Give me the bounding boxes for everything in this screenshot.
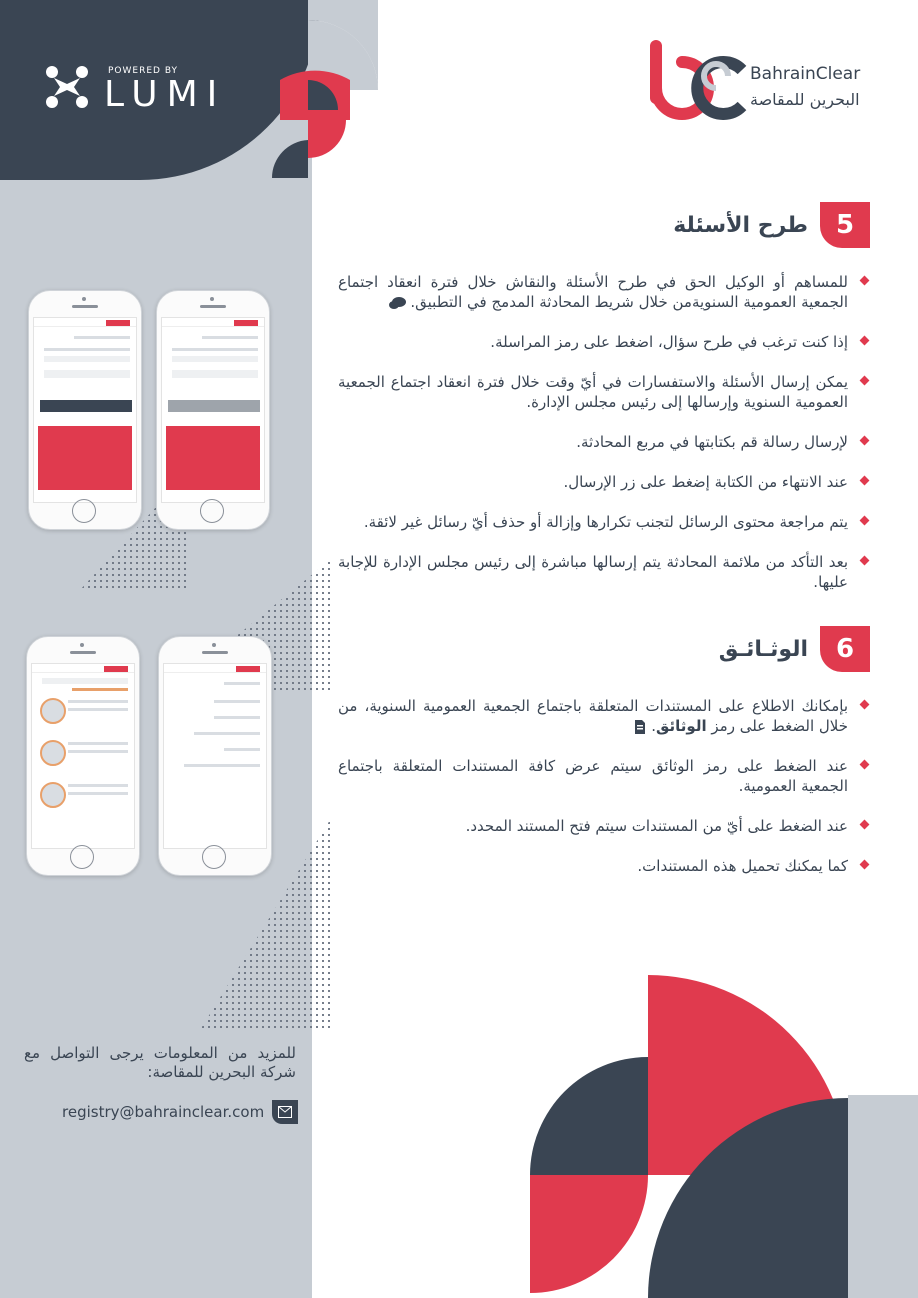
phone-mockup-questions-1	[28, 290, 142, 530]
section-5-bullets	[338, 272, 870, 592]
section-5-title: طرح الأسئلة	[673, 212, 808, 238]
section-6-title: الوثـائـق	[718, 636, 808, 662]
bahrainclear-logo	[646, 40, 896, 120]
lumi-wordmark: LUMI	[104, 74, 227, 115]
bullet-item: عند الضغط على رمز الوثائق سيتم عرض كافة المستندات المتعلقة باجتماع الجمعية العمومية.	[338, 756, 870, 796]
email-link[interactable]: registry@bahrainclear.com	[62, 1103, 265, 1121]
mail-icon	[272, 1100, 298, 1124]
phone-screen	[163, 663, 267, 849]
logo-english-text: BahrainClear	[750, 64, 861, 84]
section-6-heading	[719, 626, 870, 672]
powered-by-label: POWERED BY	[108, 66, 179, 76]
contact-text: للمزيد من المعلومات يرجى التواصل مع شركة البحرين للمقاصة:	[24, 1044, 296, 1081]
bullet-item	[338, 272, 870, 312]
bullet-item: إذا كنت ترغب في طرح سؤال، اضغط على رمز المراسلة.	[338, 332, 870, 352]
phone-screen	[31, 663, 135, 849]
section-6-number: 6	[820, 626, 870, 672]
bullet-bold-text: الوثائق	[656, 717, 707, 735]
bc-logo-mark	[646, 40, 750, 120]
bullet-item: كما يمكنك تحميل هذه المستندات.	[338, 856, 870, 876]
lumi-logo	[44, 62, 244, 122]
chat-icon	[388, 296, 406, 310]
phone-mockup-questions-2	[156, 290, 270, 530]
document-icon	[634, 720, 646, 734]
bullet-item: يمكن إرسال الأسئلة والاستفسارات في أيّ وقت خلال فترة انعقاد اجتماع الجمعية العمومية السنوية وإرسالها إلى رئيس مجلس الإدارة.	[338, 372, 870, 412]
section-6-bullets	[338, 696, 870, 876]
lumi-x-icon	[44, 64, 90, 110]
email-row	[62, 1100, 298, 1124]
section-5-number: 5	[820, 202, 870, 248]
phone-mockup-documents	[158, 636, 272, 876]
phone-mockup-speakers	[26, 636, 140, 876]
bottom-geometric-shapes	[530, 975, 918, 1298]
bullet-item: عند الضغط على أيّ من المستندات سيتم فتح المستند المحدد.	[338, 816, 870, 836]
bullet-text: بإمكانك الاطلاع على المستندات المتعلقة باجتماع الجمعية العمومية السنوية، من خلال الضغط على رمز	[338, 697, 848, 735]
bullet-item: بعد التأكد من ملائمة المحادثة يتم إرسالها مباشرة إلى رئيس مجلس الإدارة للإجابة عليها.	[338, 552, 870, 592]
bullet-item: لإرسال رسالة قم بكتابتها في مربع المحادثة.	[338, 432, 870, 452]
section-5-heading	[673, 202, 870, 248]
bullet-item: عند الانتهاء من الكتابة إضغط على زر الإرسال.	[338, 472, 870, 492]
bullet-text: للمساهم أو الوكيل الحق في طرح الأسئلة والنقاش خلال فترة انعقاد اجتماع الجمعية العمومية السنويةمن خلال شريط المحادثة المدمج في التطبيق.	[338, 273, 848, 311]
bullet-item	[338, 696, 870, 736]
phone-screen	[33, 317, 137, 503]
bullet-item: يتم مراجعة محتوى الرسائل لتجنب تكرارها وإزالة أو حذف أيّ رسائل غير لائقة.	[338, 512, 870, 532]
logo-arabic-text: البحرين للمقاصة	[750, 90, 860, 109]
phone-screen	[161, 317, 265, 503]
top-geometric-shapes	[268, 0, 378, 190]
bullet-punct: .	[651, 717, 656, 735]
